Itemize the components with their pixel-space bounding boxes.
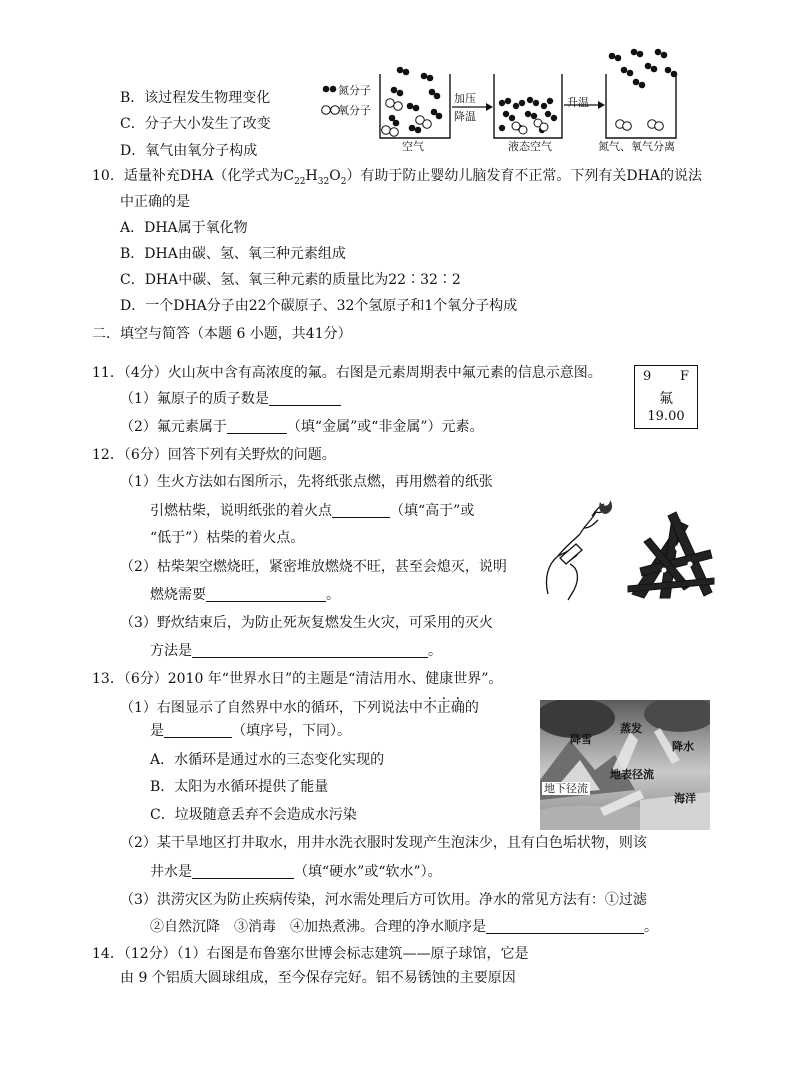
legend-oxygen-icon bbox=[322, 106, 340, 115]
campfire-illustration bbox=[540, 498, 720, 602]
q9-option-d: D．氧气由氧分子构成 bbox=[120, 143, 258, 159]
q13-part1b: 是 （填序号，下同）。 bbox=[150, 723, 351, 739]
q10-stem: 10．适量补充DHA（化学式为$C_{22}H_{32}O_2$）有助于防止婴幼儿脑发育不正常。下列有关DHA的说法 bbox=[92, 168, 702, 187]
q9-option-b: B．该过程发生物理变化 bbox=[120, 90, 271, 106]
paper-flame-icon bbox=[599, 500, 612, 514]
beaker2-caption: 液态空气 bbox=[508, 140, 552, 153]
beaker3-caption: 氮气、氧气分离 bbox=[598, 140, 675, 153]
q13-option-b: B．太阳为水循环提供了能量 bbox=[150, 779, 329, 795]
q12-part2b: 燃烧需要 。 bbox=[150, 587, 340, 603]
arrow1-top-label: 加压 bbox=[454, 92, 476, 105]
q10-option-b: B．DHA由碳、氢、氧三种元素组成 bbox=[120, 246, 346, 262]
arrow2-label: 升温 bbox=[567, 96, 589, 109]
fluorine-element-card bbox=[634, 365, 698, 429]
q13-option-c: C．垃圾随意丢弃不会造成水污染 bbox=[150, 807, 357, 823]
q12-part1a: （1）生火方法如右图所示，先将纸张点燃，再用燃着的纸张 bbox=[120, 474, 493, 490]
q13-part1a: （1）右图显示了自然界中水的循环，下列说法中不正确的 bbox=[120, 700, 479, 716]
q12-part1b: 引燃枯柴，说明纸张的着火点 （填“高于”或 bbox=[150, 503, 475, 519]
q11-part2: （2）氟元素属于 （填“金属”或“非金属”）元素。 bbox=[120, 419, 484, 435]
q10-stem-2: 中正确的是 bbox=[120, 194, 190, 210]
label-ocean: 海洋 bbox=[674, 792, 696, 805]
water-cycle-image bbox=[540, 700, 710, 830]
label-groundwater-runoff: 地下径流 bbox=[544, 782, 588, 795]
q11-part1: （1）氟原子的质子数是 bbox=[120, 389, 341, 409]
q12-stem: 12．（6分）回答下列有关野炊的问题。 bbox=[92, 447, 336, 463]
q11-stem: 11．（4分）火山灰中含有高浓度的氟。右图是元素周期表中氟元素的信息示意图。 bbox=[92, 365, 602, 381]
q13-part2b: 井水是 （填“硬水”或“软水”）。 bbox=[150, 864, 442, 880]
legend-nitrogen-icon bbox=[323, 86, 337, 93]
q12-blank-1[interactable] bbox=[332, 502, 390, 518]
arrow1-bottom-label: 降温 bbox=[454, 110, 476, 123]
q13-blank-1[interactable] bbox=[164, 722, 232, 738]
label-snowfall: 降雪 bbox=[570, 733, 592, 746]
q12-part2a: （2）枯柴架空燃烧旺，紧密堆放燃烧不旺，甚至会熄灭，说明 bbox=[120, 559, 507, 575]
section-2-heading: 二．填空与简答（本题 6 小题，共41分） bbox=[92, 326, 352, 342]
atomic-mass: 19.00 bbox=[647, 409, 685, 424]
beaker-3-nitrogen-escaping bbox=[609, 49, 678, 89]
q10-option-d: D．一个DHA分子由22个碳原子、32个氢原子和1个氧分子构成 bbox=[120, 298, 518, 314]
q12-part1c: “低于”）枯柴的着火点。 bbox=[150, 530, 305, 546]
beaker-2-molecules bbox=[499, 97, 557, 133]
legend-nitrogen-label: 氮分子 bbox=[338, 84, 371, 97]
hand-with-paper-icon bbox=[546, 504, 606, 600]
element-name: 氟 bbox=[659, 391, 673, 407]
q12-blank-2[interactable] bbox=[206, 586, 326, 602]
q12-blank-3[interactable] bbox=[192, 642, 428, 658]
wood-pile-icon bbox=[628, 512, 714, 598]
q11-blank-1[interactable] bbox=[269, 390, 341, 406]
legend-oxygen-label: 氧分子 bbox=[338, 104, 371, 117]
q13-option-a: A．水循环是通过水的三态变化实现的 bbox=[150, 752, 385, 768]
beaker-1-molecules bbox=[389, 67, 443, 134]
q11-blank-2[interactable] bbox=[227, 418, 287, 434]
q9-option-c: C．分子大小发生了改变 bbox=[120, 116, 271, 132]
q10-option-a: A．DHA属于氧化物 bbox=[120, 220, 248, 236]
label-evaporation: 蒸发 bbox=[620, 722, 642, 735]
label-precipitation: 降水 bbox=[672, 740, 694, 753]
q12-part3a: （3）野炊结束后，为防止死灰复燃发生火灾，可采用的灭火 bbox=[120, 615, 493, 631]
q13-part3a: （3）洪涝灾区为防止疾病传染，河水需处理后方可饮用。净水的常见方法有：①过滤 bbox=[120, 892, 647, 908]
q13-part3b: ②自然沉降 ③消毒 ④加热煮沸。合理的净水顺序是 。 bbox=[150, 919, 658, 935]
q14-line-2: 由 9 个铝质大圆球组成，至今保存完好。铝不易锈蚀的主要原因 bbox=[120, 970, 516, 986]
q12-part3b: 方法是 。 bbox=[150, 643, 442, 659]
q10-option-c: C．DHA中碳、氢、氧三种元素的质量比为22∶32∶2 bbox=[120, 272, 461, 288]
element-symbol: F bbox=[679, 369, 689, 384]
q13-part2a: （2）某干旱地区打井取水，用井水洗衣服时发现产生泡沫少，且有白色垢状物，则该 bbox=[120, 835, 647, 851]
atomic-number: 9 bbox=[643, 369, 652, 384]
q13-blank-2[interactable] bbox=[192, 863, 294, 879]
label-surface-runoff: 地表径流 bbox=[610, 768, 654, 781]
q13-blank-3[interactable] bbox=[486, 918, 644, 934]
beaker1-caption: 空气 bbox=[402, 140, 424, 153]
q13-stem: 13．（6分）2010 年“世界水日”的主题是“清洁用水、健康世界”。 bbox=[92, 671, 503, 687]
q14-line-1: 14．（12分）（1）右图是布鲁塞尔世博会标志建筑——原子球馆，它是 bbox=[92, 946, 529, 962]
